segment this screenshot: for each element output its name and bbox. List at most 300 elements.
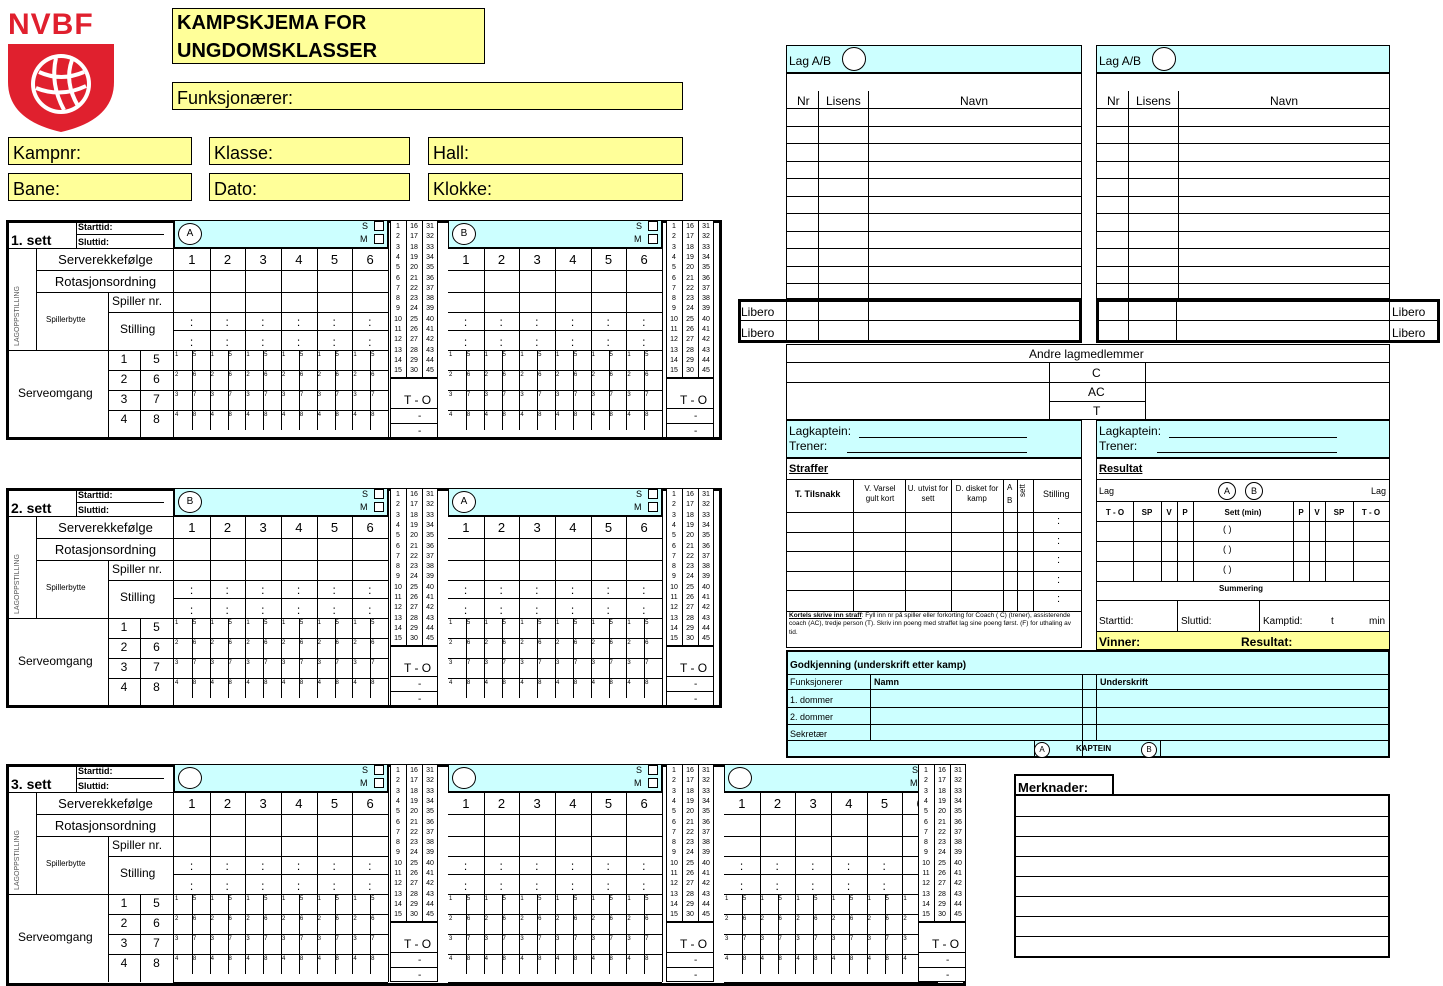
serve-mini-number: 2	[867, 916, 871, 922]
serve-s-checkbox[interactable]	[648, 489, 658, 499]
klasse-label: Klasse:	[214, 143, 274, 163]
score-number: 10	[670, 859, 678, 867]
stilling-colon: :	[332, 603, 336, 617]
serve-mini-number: 1	[317, 352, 321, 358]
lag-left-label: Lag	[1099, 486, 1115, 496]
serve-m-checkbox[interactable]	[648, 778, 658, 788]
serve-s-checkbox[interactable]	[648, 221, 658, 231]
serve-mini-number: 4	[591, 412, 595, 418]
score-number: 22	[410, 284, 418, 292]
position-number: 4	[295, 796, 303, 811]
serve-mini-number: 3	[796, 936, 800, 942]
stilling-colon: :	[642, 315, 646, 329]
score-number: 1	[396, 223, 400, 230]
score-number: 30	[410, 635, 418, 643]
score-number: 25	[938, 859, 946, 867]
score-number: 6	[396, 274, 400, 282]
score-number: 45	[702, 367, 710, 375]
serve-mini-number: 5	[192, 352, 197, 358]
stilling-header: Stilling	[1043, 489, 1070, 499]
serve-m-label: M	[360, 778, 368, 788]
serve-mini-number: 5	[192, 620, 197, 626]
score-number: 2	[396, 777, 400, 785]
stilling-colon: :	[261, 315, 265, 329]
score-number: 24	[686, 849, 694, 857]
serve-mini-number: 5	[466, 896, 471, 902]
serve-mini-number: 4	[210, 680, 214, 686]
score-number: 34	[702, 253, 710, 261]
score-number: 35	[426, 264, 434, 272]
serve-mini-number: 3	[175, 660, 179, 666]
score-number: 27	[410, 604, 418, 612]
stilling-colon: :	[570, 583, 575, 597]
serve-mini-number: 2	[627, 372, 631, 378]
score-number: 21	[686, 818, 694, 826]
serve-mini-number: 5	[192, 896, 197, 902]
serve-mini-number: 4	[903, 956, 907, 962]
lagoppstilling-label: LAGOPPSTILLING	[14, 830, 21, 890]
stilling-colon: :	[811, 859, 815, 873]
sett-minutes-paren: ( )	[1223, 564, 1232, 574]
serve-mini-number: 7	[538, 660, 542, 666]
serve-mini-number: 2	[903, 916, 907, 922]
score-number: 3	[672, 243, 676, 251]
serve-right-number: 7	[153, 936, 160, 950]
serve-mini-number: 7	[538, 936, 542, 942]
serve-mini-number: 1	[317, 620, 321, 626]
serve-mini-number: 6	[466, 916, 471, 922]
serve-m-checkbox[interactable]	[374, 234, 384, 244]
position-number: 5	[604, 252, 613, 267]
stilling-colon: :	[535, 603, 539, 617]
serve-mini-number: 8	[885, 956, 889, 962]
stilling-colon: :	[463, 603, 468, 617]
serve-mini-number: 1	[484, 620, 488, 626]
position-number: 6	[640, 796, 648, 811]
lagkaptein-right[interactable]	[1096, 420, 1390, 458]
serve-mini-number: 2	[760, 916, 764, 922]
team-a-circle: A	[1218, 482, 1236, 500]
timeout-dash-2: -	[694, 426, 698, 437]
score-number: 42	[702, 336, 710, 344]
score-number: 34	[702, 521, 710, 529]
serve-m-checkbox[interactable]	[648, 502, 658, 512]
serve-mini-number: 7	[264, 660, 268, 666]
resultat-col-header: V	[1314, 508, 1320, 517]
serve-mini-number: 2	[246, 372, 250, 378]
position-number: 1	[188, 252, 196, 267]
score-number: 22	[410, 828, 418, 836]
score-number: 31	[426, 223, 434, 230]
score-number: 34	[954, 797, 962, 805]
serve-s-label: S	[362, 765, 369, 775]
score-number: 40	[702, 583, 710, 591]
timeout-dash-2: -	[418, 970, 422, 981]
stilling-colon: :	[189, 603, 194, 617]
serve-mini-number: 3	[246, 936, 250, 942]
serve-mini-number: 8	[192, 956, 197, 962]
serve-left-number: 3	[120, 660, 128, 674]
score-number: 44	[702, 624, 710, 632]
serve-mini-number: 4	[484, 412, 488, 418]
serve-mini-number: 2	[175, 372, 179, 378]
serve-mini-number: 7	[371, 660, 375, 666]
title-line-1: KAMPSKJEMA FOR	[177, 12, 367, 34]
serve-mini-number: 8	[609, 412, 613, 418]
serve-mini-number: 6	[299, 640, 304, 646]
serve-right-number: 5	[153, 896, 160, 910]
score-number: 45	[954, 911, 962, 919]
dommer1-label: 1. dommer	[790, 695, 834, 705]
summering-label: Summering	[1219, 584, 1264, 593]
funksjonaerer-field[interactable]	[172, 82, 683, 110]
serve-s-checkbox[interactable]	[374, 489, 384, 499]
score-number: 36	[702, 542, 710, 550]
score-number: 18	[938, 787, 946, 795]
serve-mini-number: 2	[175, 916, 179, 922]
serve-mini-number: 8	[502, 956, 506, 962]
serve-mini-number: 8	[849, 956, 854, 962]
serve-mini-number: 3	[903, 936, 907, 942]
serve-mini-number: 7	[228, 936, 232, 942]
score-number: 42	[702, 604, 710, 612]
score-number: 26	[686, 870, 694, 877]
score-number: 45	[426, 367, 434, 375]
team-header	[174, 764, 388, 792]
serve-mini-number: 7	[466, 936, 471, 942]
resultat-col-header: T - O	[1361, 508, 1381, 517]
score-number: 32	[702, 501, 710, 509]
serve-mini-number: 5	[885, 896, 889, 902]
score-number: 33	[702, 787, 710, 795]
serve-mini-number: 7	[742, 936, 747, 942]
serve-right-number: 8	[153, 956, 160, 970]
kampnr-label: Kampnr:	[13, 143, 82, 163]
serve-mini-number: 3	[627, 392, 631, 398]
score-number: 38	[954, 839, 962, 847]
serve-mini-number: 4	[317, 412, 321, 418]
stilling-colon: :	[499, 335, 503, 349]
serve-mini-number: 7	[778, 936, 782, 942]
team-header	[448, 488, 662, 516]
stilling-colon: :	[606, 879, 610, 893]
serve-mini-number: 2	[627, 640, 631, 646]
rotasjon-label: Rotasjonsordning	[54, 274, 157, 289]
serve-mini-number: 2	[282, 372, 286, 378]
score-number: 4	[396, 797, 400, 805]
score-number: 19	[410, 253, 418, 261]
score-number: 43	[702, 890, 710, 898]
serve-mini-number: 4	[246, 956, 250, 962]
serve-mini-number: 5	[371, 620, 375, 626]
serve-mini-number: 8	[573, 680, 578, 686]
spiller-nr-label: Spiller nr.	[112, 294, 163, 308]
merknader-box[interactable]	[1014, 794, 1390, 958]
serve-mini-number: 8	[228, 412, 232, 418]
bane-field[interactable]	[8, 173, 192, 201]
score-number: 28	[410, 890, 418, 898]
serve-mini-number: 8	[814, 956, 818, 962]
team-circle	[728, 767, 752, 789]
score-number: 27	[686, 336, 694, 344]
score-number: 32	[426, 233, 434, 241]
position-number: 4	[569, 252, 577, 267]
serve-m-checkbox[interactable]	[648, 234, 658, 244]
spillerbytte-label: Spillerbytte	[46, 315, 86, 324]
serve-mini-number: 4	[556, 680, 560, 686]
score-number: 42	[954, 880, 962, 888]
serve-mini-number: 1	[353, 352, 357, 358]
score-number: 30	[686, 911, 694, 919]
score-number: 4	[396, 253, 400, 261]
libero-label-right-1: Libero	[1392, 305, 1426, 319]
serve-mini-number: 3	[282, 392, 286, 398]
team-header	[174, 220, 388, 248]
assistant-coach-label: AC	[1088, 385, 1105, 399]
sluttid-label: Sluttid:	[78, 781, 109, 791]
serve-mini-number: 6	[371, 916, 375, 922]
score-number: 3	[396, 787, 400, 795]
andre-lagmedlemmer-label: Andre lagmedlemmer	[1029, 347, 1144, 361]
stilling-colon: :	[189, 879, 194, 893]
score-number: 45	[426, 911, 434, 919]
score-number: 5	[672, 808, 676, 816]
serve-m-checkbox[interactable]	[374, 502, 384, 512]
stilling-colon: :	[642, 603, 646, 617]
score-number: 14	[394, 356, 402, 364]
godkjenning-table	[786, 650, 1390, 758]
serve-s-label: S	[636, 489, 643, 499]
stilling-label: Stilling	[120, 590, 156, 604]
stilling-colon: :	[296, 315, 301, 329]
position-number: 4	[845, 796, 853, 811]
set-title: 2. sett	[11, 500, 52, 516]
score-number: 10	[670, 315, 678, 323]
serve-m-checkbox[interactable]	[374, 778, 384, 788]
serve-mini-number: 5	[264, 352, 268, 358]
serve-mini-number: 8	[264, 956, 268, 962]
score-number: 44	[426, 624, 434, 632]
score-number: 27	[686, 604, 694, 612]
serve-s-checkbox[interactable]	[648, 765, 658, 775]
serve-mini-number: 7	[228, 392, 232, 398]
score-number: 1	[396, 491, 400, 498]
serve-s-label: S	[636, 765, 643, 775]
score-number: 43	[426, 890, 434, 898]
serve-mini-number: 1	[484, 352, 488, 358]
klokke-field[interactable]	[428, 173, 683, 201]
serve-mini-number: 5	[849, 896, 854, 902]
title-line-2: UNGDOMSKLASSER	[177, 40, 378, 62]
serve-mini-number: 6	[228, 372, 232, 378]
serve-mini-number: 1	[591, 352, 595, 358]
score-number: 10	[670, 583, 678, 591]
stilling-colon: :	[846, 859, 851, 873]
serve-mini-number: 7	[228, 660, 232, 666]
serve-mini-number: 1	[556, 896, 560, 902]
timeout-label: T - O	[680, 661, 708, 675]
third-person-label: T	[1093, 404, 1101, 418]
dato-field[interactable]	[209, 173, 410, 201]
score-number: 39	[702, 573, 710, 581]
score-number: 23	[686, 563, 694, 571]
score-number: 30	[686, 635, 694, 643]
serve-mini-number: 7	[466, 660, 471, 666]
score-number: 9	[924, 849, 928, 857]
serve-mini-number: 3	[520, 660, 524, 666]
serve-mini-number: 6	[299, 372, 304, 378]
navn-header: Navn	[1270, 94, 1299, 108]
serve-mini-number: 4	[449, 680, 453, 686]
score-number: 18	[410, 243, 418, 251]
serve-mini-number: 1	[282, 896, 286, 902]
stilling-colon: :	[225, 335, 229, 349]
hall-field[interactable]	[428, 137, 683, 165]
score-number: 7	[396, 552, 400, 560]
vinner-row[interactable]	[1096, 631, 1390, 650]
score-number: 24	[686, 573, 694, 581]
serve-mini-number: 1	[353, 896, 357, 902]
serve-mini-number: 6	[573, 640, 578, 646]
serve-s-checkbox[interactable]	[374, 765, 384, 775]
serve-mini-number: 3	[556, 660, 560, 666]
resultat-col-header: P	[1298, 508, 1304, 517]
score-number: 11	[394, 870, 402, 877]
serve-mini-number: 3	[520, 392, 524, 398]
score-number: 39	[426, 849, 434, 857]
score-number: 20	[410, 264, 418, 272]
serve-mini-number: 4	[353, 956, 357, 962]
serve-mini-number: 3	[556, 392, 560, 398]
serve-mini-number: 4	[556, 412, 560, 418]
serve-mini-number: 5	[466, 352, 471, 358]
score-number: 34	[426, 521, 434, 529]
position-number: 5	[604, 796, 613, 811]
position-number: 4	[569, 796, 577, 811]
serve-mini-number: 2	[246, 640, 250, 646]
straffer-stilling-colon: :	[1057, 515, 1061, 527]
serve-mini-number: 6	[538, 640, 542, 646]
score-number: 12	[670, 880, 678, 888]
score-number: 5	[672, 532, 676, 540]
serve-mini-number: 3	[317, 392, 321, 398]
serve-mini-number: 3	[832, 936, 836, 942]
serve-mini-number: 8	[192, 412, 197, 418]
rotasjon-label: Rotasjonsordning	[54, 818, 157, 833]
trener-label-right: Trener:	[1099, 439, 1138, 453]
score-number: 17	[686, 777, 694, 785]
serve-mini-number: 1	[725, 896, 729, 902]
score-number: 25	[686, 583, 694, 591]
score-number: 38	[426, 839, 434, 847]
score-number: 12	[922, 880, 930, 888]
serve-mini-number: 1	[520, 896, 524, 902]
serve-mini-number: 8	[228, 680, 232, 686]
stilling-colon: :	[570, 603, 575, 617]
serve-mini-number: 6	[609, 916, 613, 922]
score-number: 35	[702, 264, 710, 272]
score-number: 11	[922, 870, 930, 877]
serve-mini-number: 3	[867, 936, 871, 942]
serve-mini-number: 2	[556, 916, 560, 922]
serve-mini-number: 5	[299, 352, 304, 358]
score-number: 7	[396, 828, 400, 836]
serve-mini-number: 6	[335, 372, 339, 378]
serve-mini-number: 7	[299, 936, 304, 942]
serve-mini-number: 2	[282, 640, 286, 646]
score-number: 8	[672, 839, 676, 847]
serve-left-number: 3	[120, 392, 128, 406]
stilling-colon: :	[606, 603, 610, 617]
serve-mini-number: 5	[645, 896, 649, 902]
score-number: 13	[670, 614, 678, 622]
position-number: 5	[330, 520, 339, 535]
score-number: 11	[670, 326, 678, 333]
serve-mini-number: 6	[645, 916, 649, 922]
score-number: 28	[686, 346, 694, 354]
serve-mini-number: 7	[573, 660, 578, 666]
serve-mini-number: 2	[725, 916, 729, 922]
libero-left-box	[738, 299, 1082, 343]
serve-mini-number: 4	[449, 412, 453, 418]
score-number: 22	[410, 552, 418, 560]
score-number: 3	[924, 787, 928, 795]
score-number: 36	[426, 542, 434, 550]
serve-mini-number: 2	[556, 372, 560, 378]
position-number: 5	[604, 520, 613, 535]
serve-mini-number: 6	[609, 372, 613, 378]
score-number: 21	[686, 542, 694, 550]
serve-mini-number: 1	[484, 896, 488, 902]
serve-mini-number: 1	[903, 896, 907, 902]
serve-mini-number: 2	[210, 916, 214, 922]
stilling-colon: :	[225, 583, 229, 597]
serve-mini-number: 3	[175, 936, 179, 942]
kampnr-field[interactable]	[8, 137, 192, 165]
score-number: 14	[670, 900, 678, 908]
straffer-note	[789, 612, 1079, 637]
serve-mini-number: 5	[502, 896, 506, 902]
serve-mini-number: 6	[814, 916, 818, 922]
serve-mini-number: 1	[282, 352, 286, 358]
serve-right-number: 6	[153, 372, 160, 386]
serve-mini-number: 1	[449, 620, 453, 626]
serve-mini-number: 5	[371, 896, 375, 902]
serve-mini-number: 5	[502, 620, 506, 626]
lagkaptein-left[interactable]	[786, 420, 1082, 458]
serve-mini-number: 4	[520, 412, 524, 418]
timeout-dash-1: -	[418, 411, 422, 422]
serve-mini-number: 2	[317, 372, 321, 378]
serve-s-checkbox[interactable]	[374, 221, 384, 231]
score-number: 1	[672, 767, 676, 774]
score-number: 16	[686, 223, 694, 230]
score-number: 29	[410, 900, 418, 908]
starttid-res: Starttid:	[1099, 616, 1134, 627]
serve-mini-number: 8	[538, 412, 542, 418]
score-number: 22	[938, 828, 946, 836]
serve-mini-number: 4	[317, 956, 321, 962]
serve-left-number: 2	[120, 916, 128, 930]
serve-mini-number: 5	[538, 352, 542, 358]
serveomgang-label: Serveomgang	[18, 654, 93, 668]
score-number: 2	[672, 501, 676, 509]
score-number: 25	[410, 315, 418, 323]
serve-mini-number: 4	[449, 956, 453, 962]
score-number: 33	[426, 511, 434, 519]
klasse-field[interactable]	[209, 137, 410, 165]
d-disket-header: D. disket for kamp	[955, 484, 999, 503]
